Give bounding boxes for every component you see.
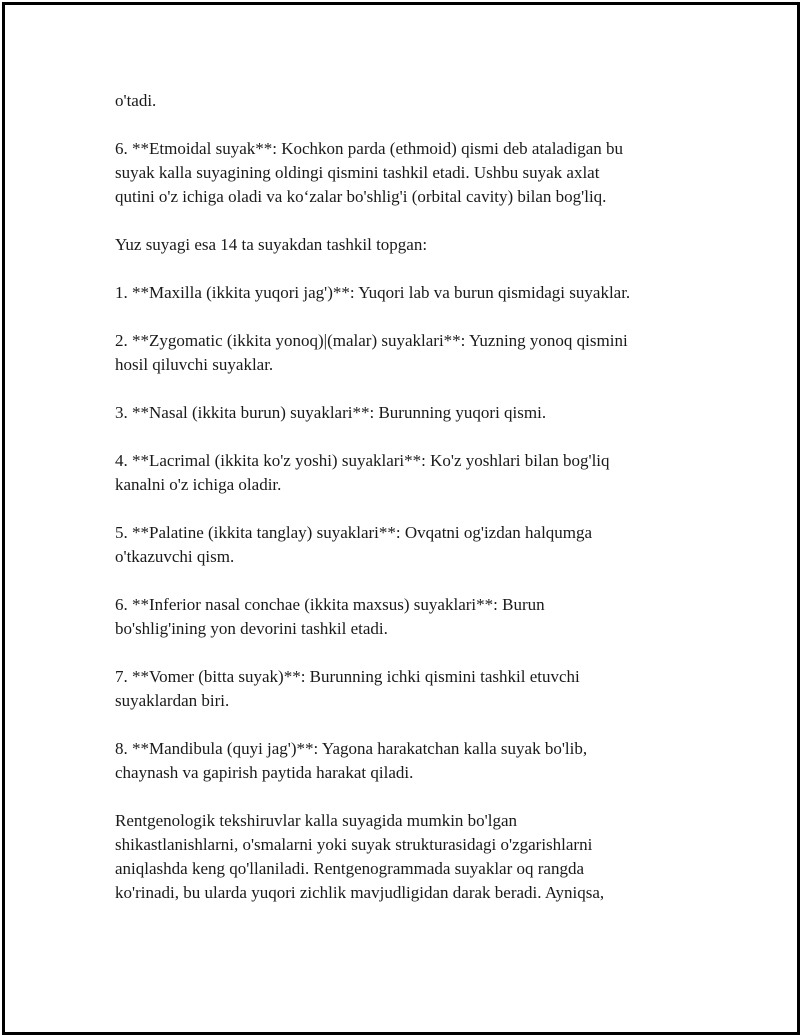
list-item-nasal [115,401,715,425]
paragraph-continuation [115,89,715,113]
text-line: 2. **Zygomatic (ikkita yonoq)|(malar) suyaklari**: Yuzning yonoq qismini [115,331,628,350]
text-line: 1. **Maxilla (ikkita yuqori jag')**: Yuqori lab va burun qismidagi suyaklar. [115,283,631,302]
text-line: bo'shlig'ining yon devorini tashkil etadi. [115,619,388,638]
paragraph-etmoidal [115,137,715,209]
text-line: suyaklardan biri. [115,691,230,710]
text-line: 8. **Mandibula (quyi jag')**: Yagona harakatchan kalla suyak bo'lib, [115,739,588,758]
document-body [115,89,715,929]
text-line: 7. **Vomer (bitta suyak)**: Burunning ichki qismini tashkil etuvchi [115,667,580,686]
text-line: 6. **Inferior nasal conchae (ikkita maxsus) suyaklari**: Burun [115,595,545,614]
text-line: 3. **Nasal (ikkita burun) suyaklari**: Burunning yuqori qismi. [115,403,547,422]
text-line: o'tkazuvchi qism. [115,547,235,566]
paragraph-radiology [115,809,715,905]
text-line: kanalni o'z ichiga oladir. [115,475,282,494]
text-line: 5. **Palatine (ikkita tanglay) suyaklari**: Ovqatni og'izdan halqumga [115,523,593,542]
text-line: chaynash va gapirish paytida harakat qiladi. [115,763,414,782]
list-item-inferior-nasal-conchae [115,593,715,641]
text-line: Rentgenologik tekshiruvlar kalla suyagida mumkin bo'lgan [115,811,518,830]
text-line: hosil qiluvchi suyaklar. [115,355,274,374]
list-item-palatine [115,521,715,569]
text-line: 6. **Etmoidal suyak**: Kochkon parda (ethmoid) qismi deb ataladigan bu [115,139,623,158]
text-line: ko'rinadi, bu ularda yuqori zichlik mavjudligidan darak beradi. Ayniqsa, [115,883,605,902]
text-line: aniqlashda keng qo'llaniladi. Rentgenogrammada suyaklar oq rangda [115,859,585,878]
list-item-vomer [115,665,715,713]
paragraph-intro-face-bones [115,233,715,257]
text-line: 4. **Lacrimal (ikkita ko'z yoshi) suyaklari**: Ko'z yoshlari bilan bog'liq [115,451,610,470]
text-line: shikastlanishlarni, o'smalarni yoki suyak strukturasidagi o'zgarishlarni [115,835,593,854]
list-item-maxilla [115,281,715,305]
list-item-mandibula [115,737,715,785]
list-item-lacrimal [115,449,715,497]
text-line: qutini o'z ichiga oladi va ko‘zalar bo'shlig'i (orbital cavity) bilan bog'liq. [115,187,607,206]
list-item-zygomatic [115,329,715,377]
text-line: o'tadi. [115,91,157,110]
text-line: Yuz suyagi esa 14 ta suyakdan tashkil topgan: [115,235,428,254]
text-line: suyak kalla suyagining oldingi qismini tashkil etadi. Ushbu suyak axlat [115,163,600,182]
